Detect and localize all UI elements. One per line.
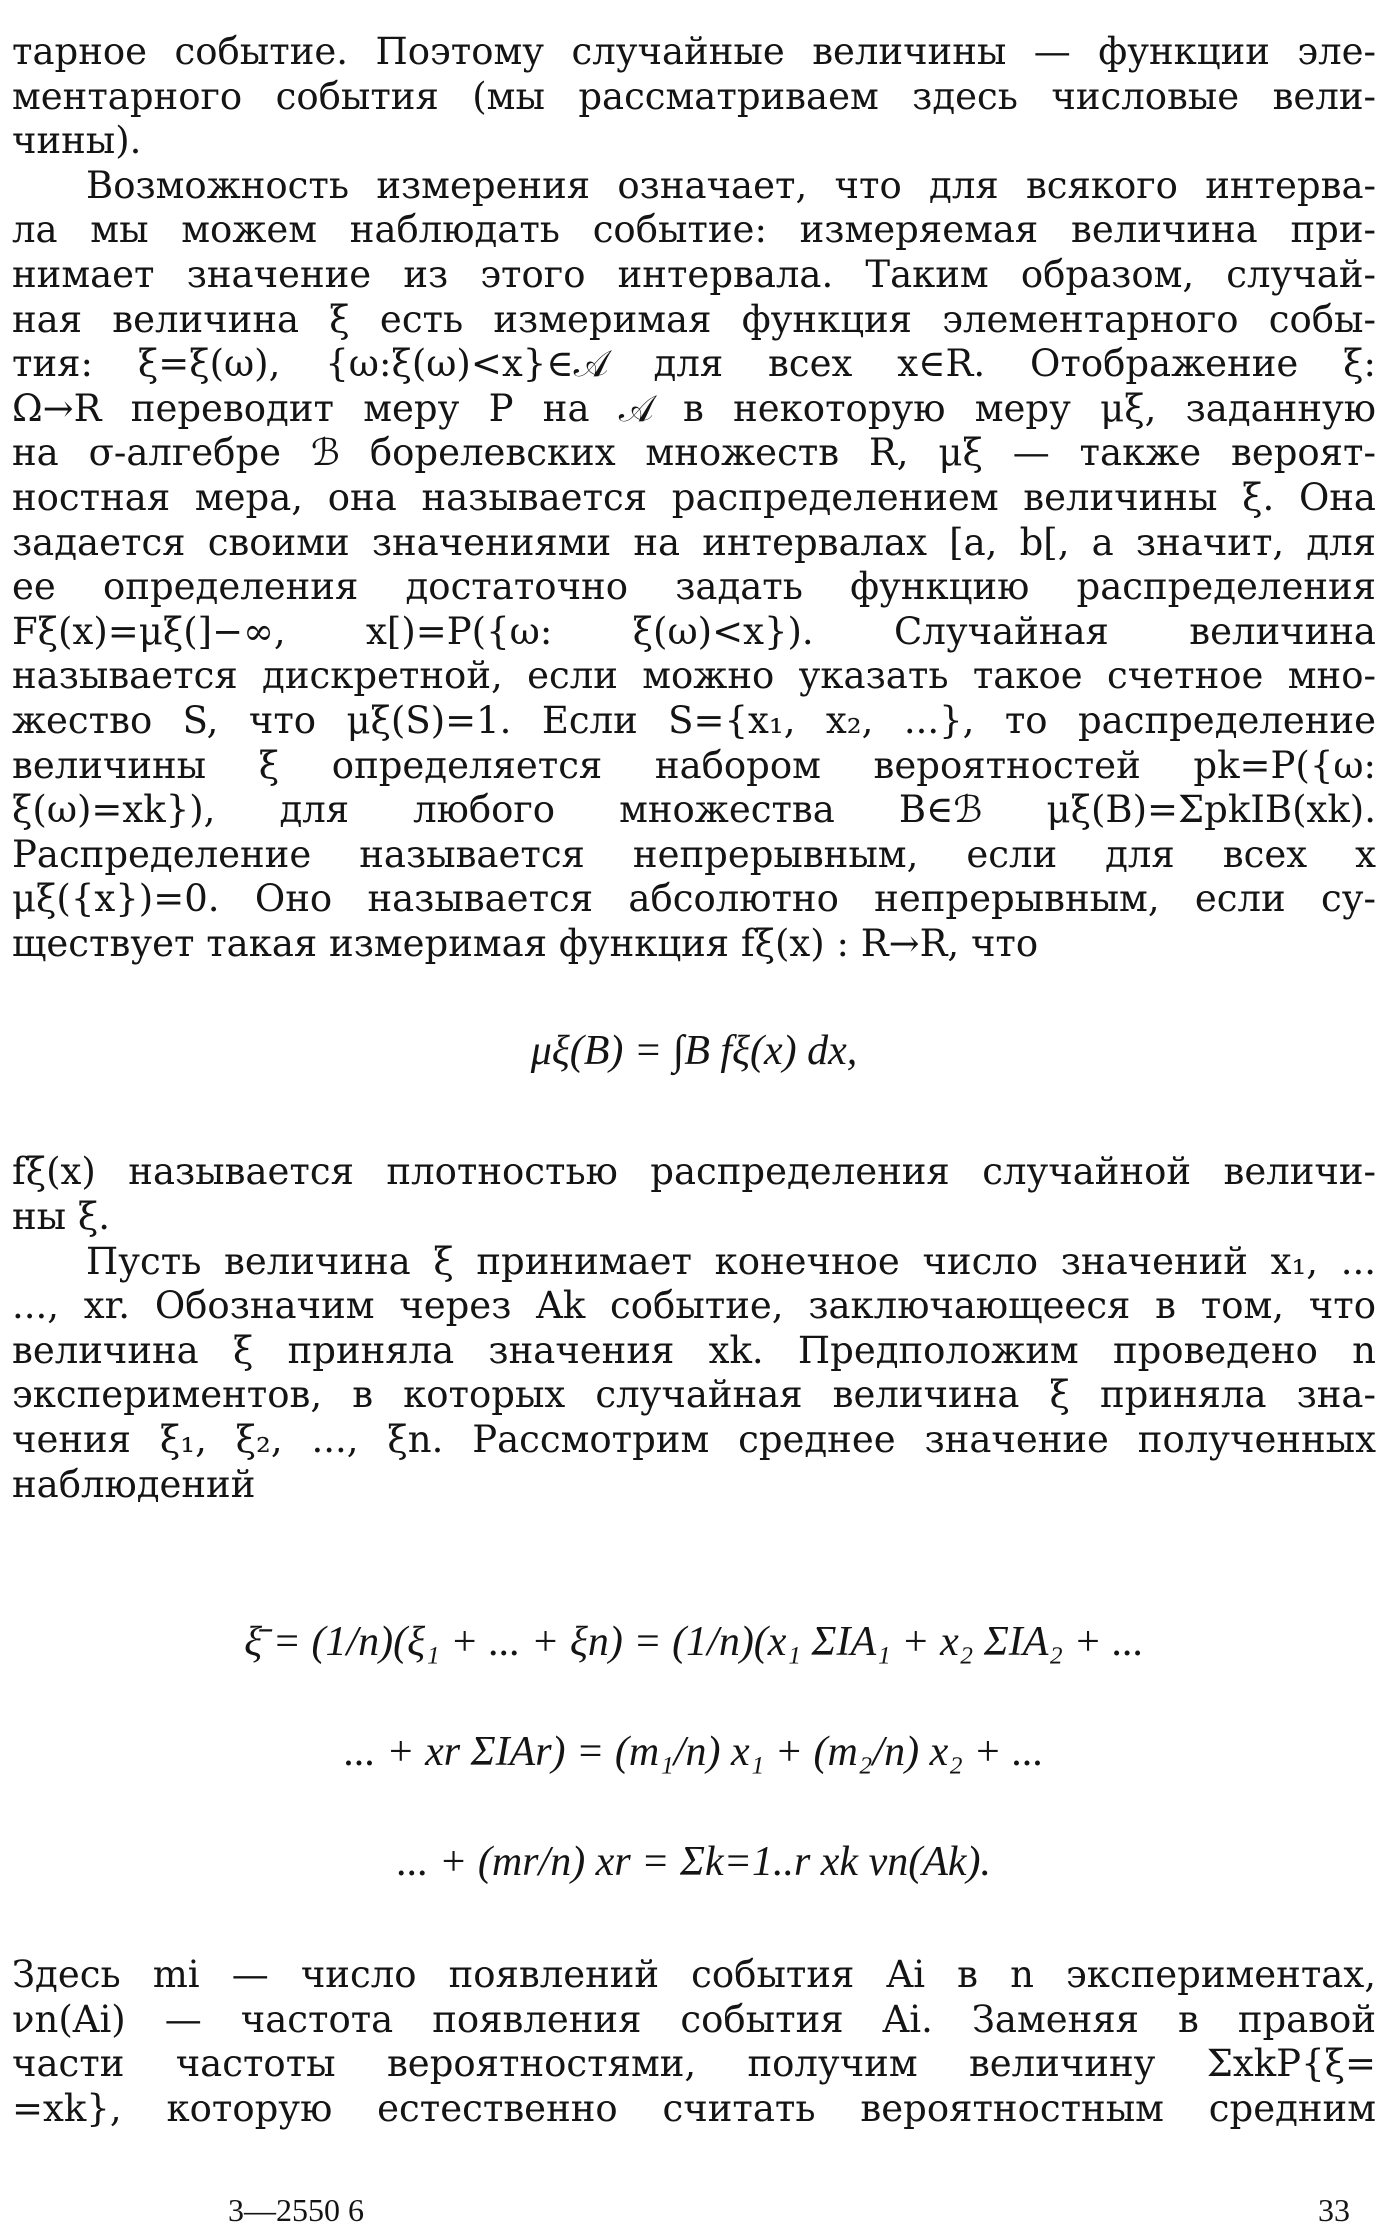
page: [12, 30, 1376, 2132]
text-line: величины ξ определяется набором вероятностей pk=P({ω:: [12, 743, 1376, 787]
paragraph-1: [12, 30, 1376, 164]
text-line: Пусть величина ξ принимает конечное число значений x₁, ...: [86, 1239, 1376, 1283]
text-line: ная величина ξ есть измеримая функция элементарного собы-: [12, 297, 1376, 341]
text-line: жество S, что μξ(S)=1. Если S={x₁, x₂, ...}, то распределение: [12, 698, 1376, 742]
paragraph-2: [12, 164, 1376, 967]
text-line: ее определения достаточно задать функцию распределения: [12, 565, 1376, 609]
page-number: 33: [1318, 2192, 1350, 2228]
text-line: называется дискретной, если можно указать такое счетное мно-: [12, 654, 1376, 698]
text-line: Fξ(x)=μξ(]−∞, x[)=P({ω: ξ(ω)<x}). Случайная величина: [12, 609, 1376, 653]
formula-line: ... + (mr/n) xr = Σk=1..r xk νn(Ak).: [397, 1839, 991, 1886]
text-line: тарное событие. Поэтому случайные величины — функции эле-: [12, 30, 1376, 73]
spacer: [12, 1917, 1376, 1953]
text-line: =xk}, которую естественно считать вероятностным средним: [12, 2087, 1376, 2130]
page-footer: [0, 2192, 1388, 2232]
text-line: задается своими значениями на интервалах [a, b[, а значит, для: [12, 520, 1376, 564]
text-line: экспериментов, в которых случайная величина ξ приняла зна-: [12, 1373, 1376, 1417]
text-line: ..., xr. Обозначим через Ak событие, заключающееся в том, что: [12, 1284, 1376, 1328]
text-line: νn(Ai) — частота появления события Ai. Заменяя в правой: [12, 1997, 1376, 2041]
paragraph-5: [12, 1953, 1376, 2131]
text-line: ны ξ.: [12, 1195, 111, 1239]
printer-signature: 3—2550 6: [228, 2192, 364, 2228]
paragraph-3: [12, 1150, 1376, 1239]
text-line: величина ξ приняла значения xk. Предположим проведено n: [12, 1328, 1376, 1372]
text-line: ξ(ω)=xk}), для любого множества B∈ℬ μξ(B)=ΣpkIB(xk).: [12, 788, 1376, 832]
text-line: ностная мера, она называется распределением величины ξ. Она: [12, 475, 1376, 519]
text-line: Возможность измерения означает, что для всякого интерва-: [86, 163, 1376, 207]
text-line: ществует такая измеримая функция fξ(x) : R→R, что: [12, 921, 1039, 965]
paragraph-4: [12, 1240, 1376, 1508]
text-line: на σ-алгебре ℬ борелевских множеств R, μξ — также вероят-: [12, 431, 1376, 475]
text-line: тия: ξ=ξ(ω), {ω:ξ(ω)<x}∈𝒜 для всех x∈R. Отображение ξ:: [12, 342, 1376, 386]
formula-density-integral: μξ(B) = ∫B fξ(x) dx,: [530, 1028, 858, 1075]
text-line: Здесь mi — число появлений события Ai в n экспериментах,: [12, 1953, 1376, 1997]
text-line: μξ({x})=0. Оно называется абсолютно непрерывным, если су-: [12, 877, 1376, 921]
formula-line: ξ̄ = (1/n)(ξ₁ + ... + ξn) = (1/n)(x₁ ΣIA₁ + x₂ ΣIA₂ + ...: [244, 1619, 1144, 1666]
text-line: Ω→R переводит меру P на 𝒜 в некоторую меру μξ, заданную: [12, 386, 1376, 430]
text-line: чения ξ₁, ξ₂, ..., ξn. Рассмотрим среднее значение полученных: [12, 1418, 1376, 1462]
text-line: ла мы можем наблюдать событие: измеряемая величина при-: [12, 208, 1376, 252]
text-line: нимает значение из этого интервала. Таким образом, случай-: [12, 252, 1376, 296]
formula-sample-mean: [12, 1587, 1376, 1917]
formula-line: ... + xr ΣIAr) = (m₁/n) x₁ + (m₂/n) x₂ + ...: [344, 1729, 1044, 1776]
text-line: наблюдений: [12, 1462, 256, 1506]
text-line: чины).: [12, 119, 142, 163]
text-line: ментарного события (мы рассматриваем здесь числовые вели-: [12, 74, 1376, 118]
text-line: fξ(x) называется плотностью распределения случайной величи-: [12, 1150, 1376, 1194]
text-line: Распределение называется непрерывным, если для всех x: [12, 832, 1376, 876]
text-line: части частоты вероятностями, получим величину ΣxkP{ξ=: [12, 2042, 1376, 2086]
